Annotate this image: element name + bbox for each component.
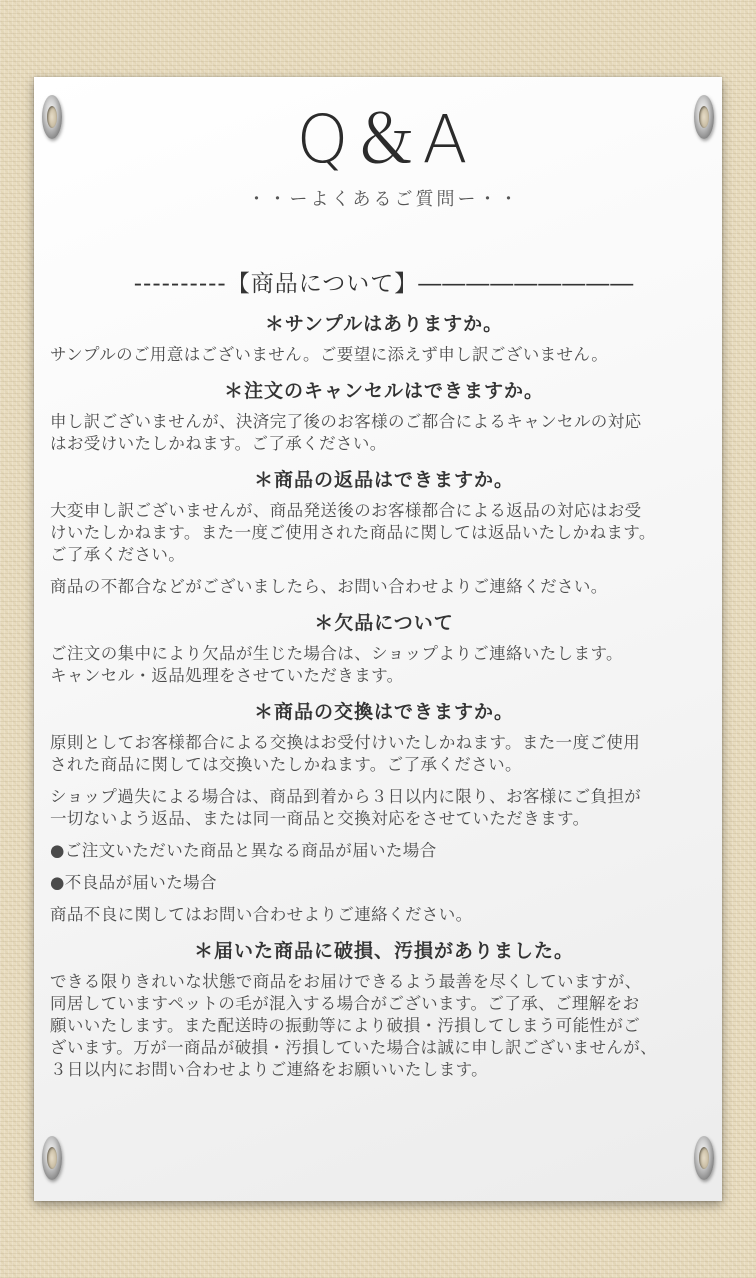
faq-item-return (50, 467, 718, 598)
faq-item-out-of-stock (50, 610, 718, 687)
faq-item-exchange (50, 699, 718, 926)
page-subtitle: ・・ーよくあるご質問ー・・ (247, 189, 521, 210)
qa-content (50, 100, 718, 1091)
faq-answer: 申し訳ございませんが、決済完了後のお客様のご都合によるキャンセルの対応 はお受けいたしかねます。ご了承ください。 (50, 412, 642, 453)
faq-answer: ご注文の集中により欠品が生じた場合は、ショップよりご連絡いたします。 キャンセル・返品処理をさせていただきます。 (50, 644, 623, 685)
faq-question: ＊欠品について (314, 612, 454, 634)
grommet-bottom-right (694, 1136, 714, 1180)
faq-question: ＊商品の返品はできますか。 (253, 469, 514, 491)
page-title: Q＆A (296, 101, 472, 178)
faq-item-cancel (50, 378, 718, 455)
faq-answer: サンプルのご用意はございません。ご要望に添えず申し訳ございません。 (50, 345, 609, 364)
faq-item-sample (50, 311, 718, 366)
faq-question: ＊注文のキャンセルはできますか。 (223, 380, 544, 402)
faq-question: ＊商品の交換はできますか。 (253, 701, 514, 723)
faq-answer: ショップ過失による場合は、商品到着から３日以内に限り、お客様にご負担が 一切ないよう返品、または同一商品と交換対応をさせていただきます。 (50, 787, 642, 828)
faq-item-damage (50, 938, 718, 1081)
faq-bullet: ●不良品が届いた場合 (50, 873, 217, 892)
section-heading: ----------【商品について】――――――――― (133, 271, 635, 297)
faq-answer: 商品の不都合などがございましたら、お問い合わせよりご連絡ください。 (50, 577, 608, 596)
faq-bullet: ●ご注文いただいた商品と異なる商品が届いた場合 (50, 841, 437, 860)
grommet-bottom-left (42, 1136, 62, 1180)
faq-question: ＊届いた商品に破損、汚損がありました。 (193, 940, 574, 962)
faq-question: ＊サンプルはありますか。 (264, 313, 504, 335)
faq-answer: 原則としてお客様都合による交換はお受付けいたしかねます。また一度ご使用 された商品に関しては交換いたしかねます。ご了承ください。 (50, 733, 641, 774)
faq-answer: できる限りきれいな状態で商品をお届けできるよう最善を尽くしていますが、 同居していますペットの毛が混入する場合がございます。ご了承、ご理解をお 願いいたします。また配送時の振動等により破損・汚損してしまう可能性がご ざいます。万が一商品が破損・汚損していた場合は誠に申し訳ございませんが、 ３日以内にお問い合わせよりご連絡をお願いいたします。 (50, 972, 658, 1079)
faq-answer: 商品不良に関してはお問い合わせよりご連絡ください。 (50, 905, 473, 924)
faq-answer: 大変申し訳ございませんが、商品発送後のお客様都合による返品の対応はお受 けいたしかねます。また一度ご使用された商品に関しては返品いたしかねます。 ご了承ください。 (50, 501, 656, 564)
